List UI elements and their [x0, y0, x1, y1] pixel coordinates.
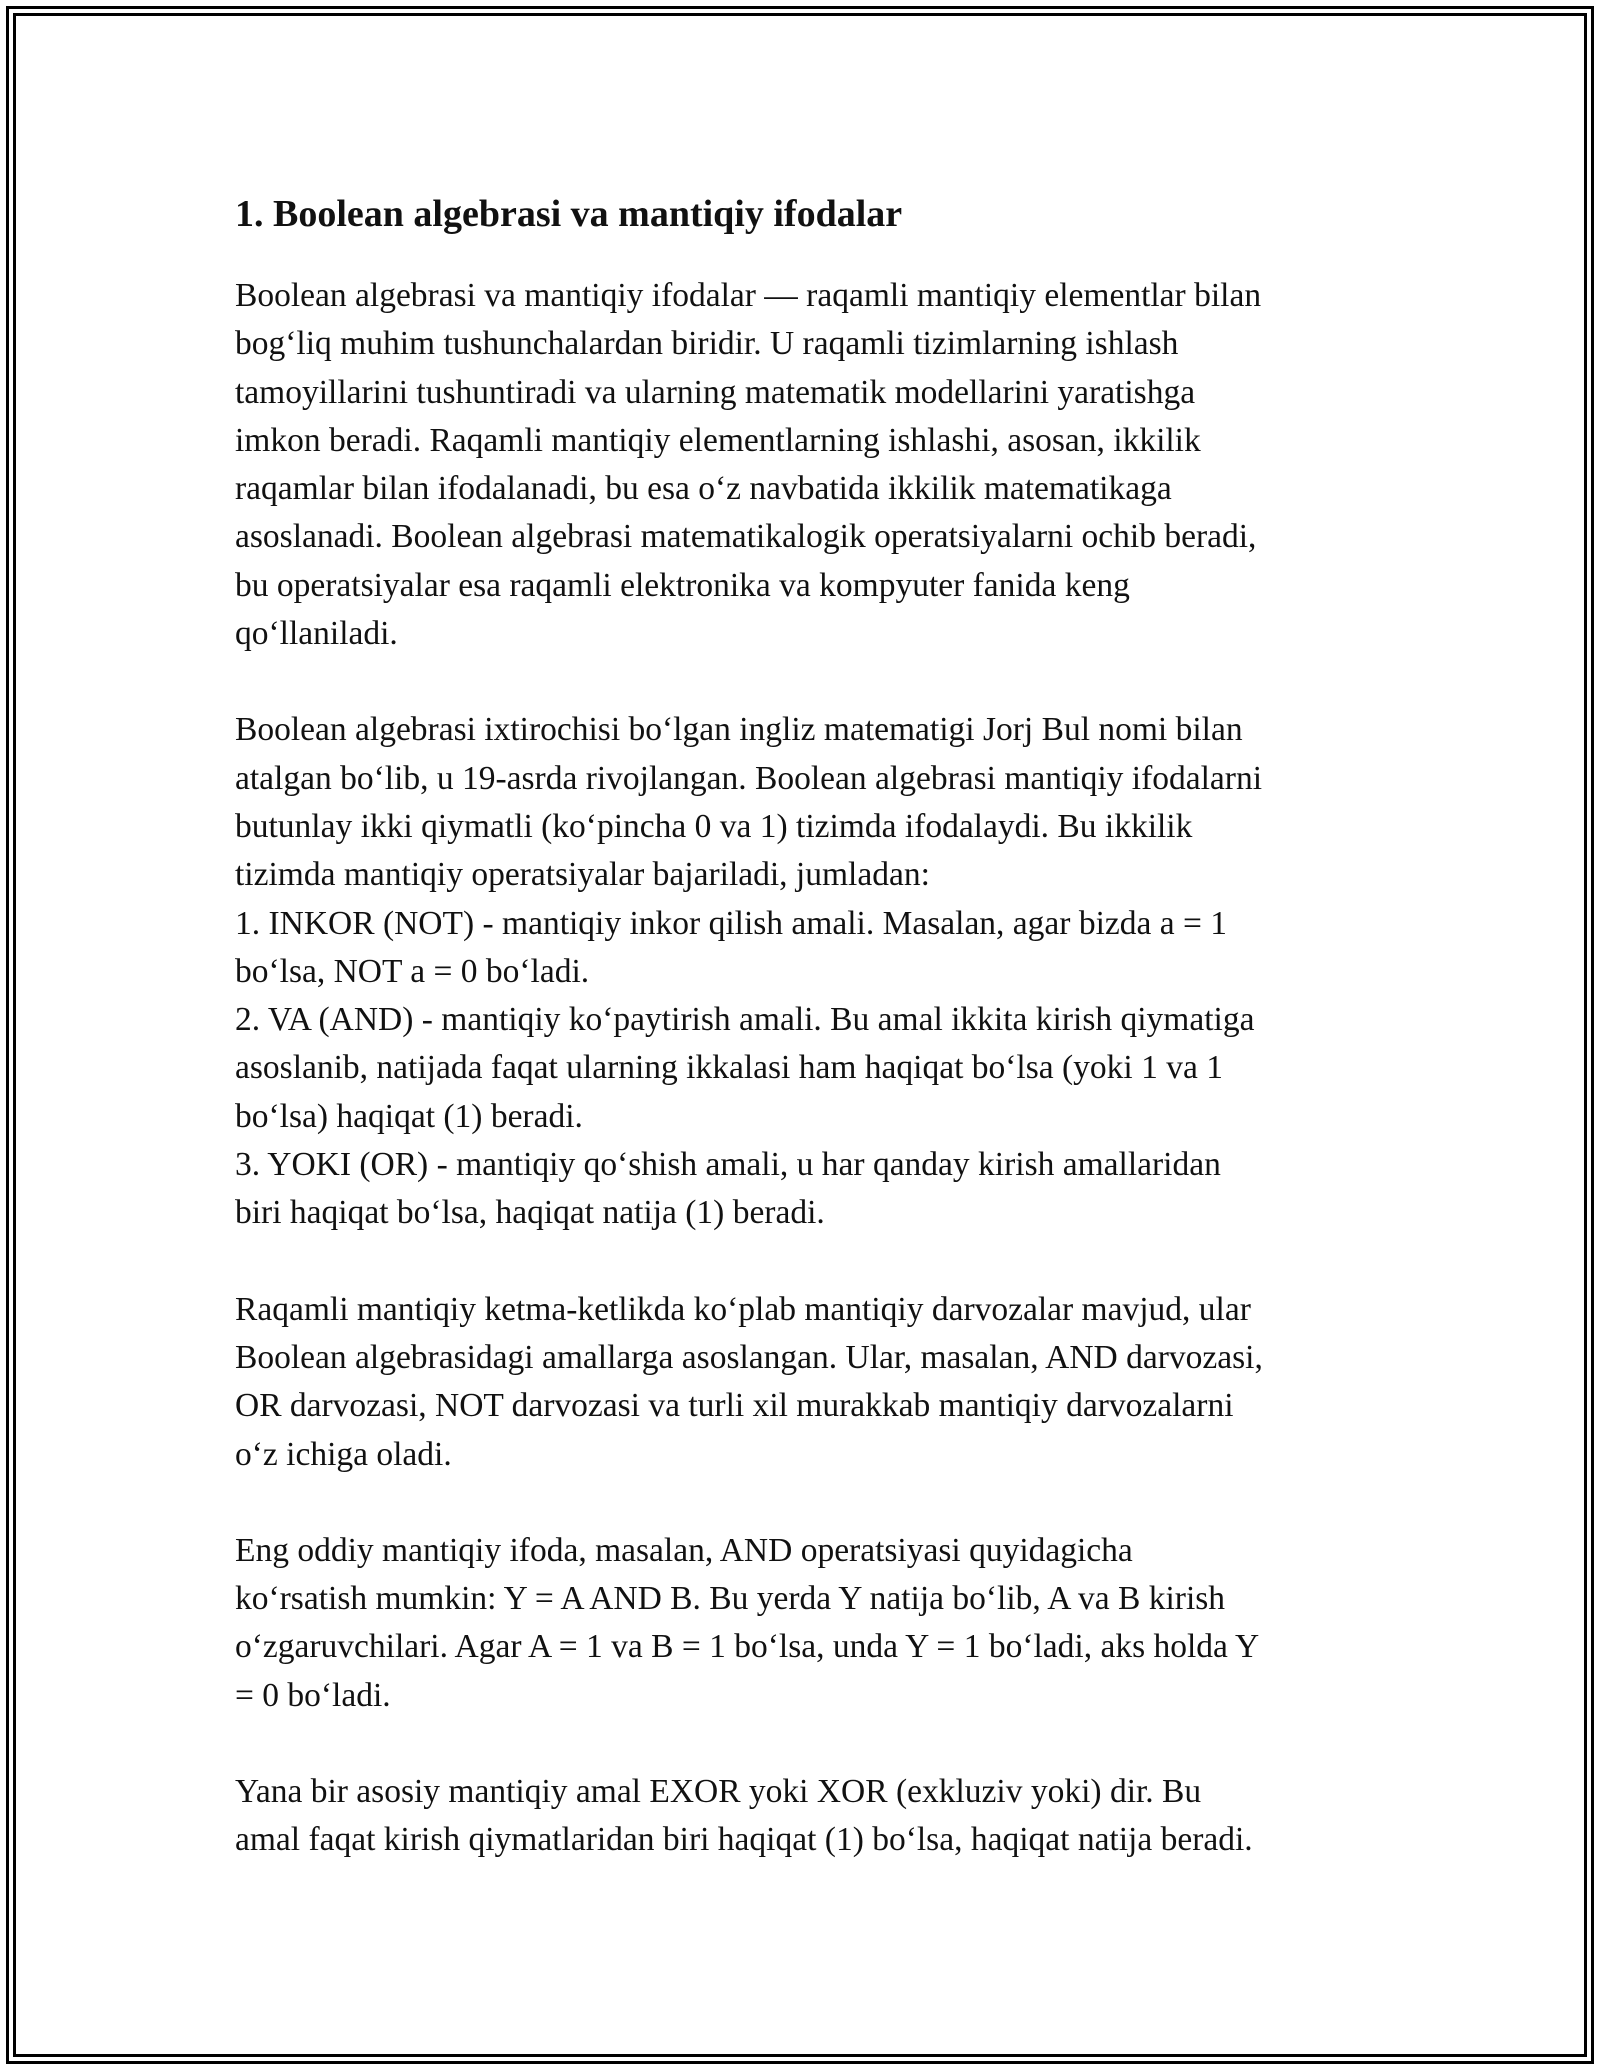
- text-line: o‘z ichiga oladi.: [235, 1435, 452, 1473]
- text-line: bog‘liq muhim tushunchalardan biridir. U raqamli tizimlarning ishlash: [235, 325, 1179, 363]
- text-line: Eng oddiy mantiqiy ifoda, masalan, AND operatsiyasi quyidagicha: [235, 1531, 1133, 1569]
- text-line: ko‘rsatish mumkin: Y = A AND B. Bu yerda Y natija bo‘lib, A va B kirish: [235, 1580, 1226, 1618]
- paragraph-and-example: [235, 1527, 1375, 1720]
- text-line: Boolean algebrasi ixtirochisi bo‘lgan ingliz matematigi Jorj Bul nomi bilan: [235, 711, 1243, 749]
- text-line: bo‘lsa) haqiqat (1) beradi.: [235, 1097, 583, 1135]
- text-line: amal faqat kirish qiymatlaridan biri haqiqat (1) bo‘lsa, haqiqat natija beradi.: [235, 1821, 1253, 1859]
- text-line: bu operatsiyalar esa raqamli elektronika va kompyuter fanida keng: [235, 566, 1130, 604]
- list-item-not: 1. INKOR (NOT) - mantiqiy inkor qilish amali. Masalan, agar bizda a = 1: [235, 904, 1228, 942]
- list-item-or: 3. YOKI (OR) - mantiqiy qo‘shish amali, u har qanday kirish amallaridan: [235, 1146, 1221, 1184]
- text-line: = 0 bo‘ladi.: [235, 1676, 391, 1714]
- text-line: biri haqiqat bo‘lsa, haqiqat natija (1) beradi.: [235, 1194, 825, 1232]
- text-line: raqamlar bilan ifodalanadi, bu esa o‘z navbatida ikkilik matematikaga: [235, 470, 1172, 508]
- text-line: bo‘lsa, NOT a = 0 bo‘ladi.: [235, 952, 590, 990]
- text-line: tamoyillarini tushuntiradi va ularning matematik modellarini yaratishga: [235, 373, 1196, 411]
- text-line: asoslanib, natijada faqat ularning ikkalasi ham haqiqat bo‘lsa (yoki 1 va 1: [235, 1049, 1223, 1087]
- paragraph-history-operations: [235, 706, 1375, 1237]
- text-line: tizimda mantiqiy operatsiyalar bajariladi, jumladan:: [235, 856, 930, 894]
- text-line: atalgan bo‘lib, u 19-asrda rivojlangan. Boolean algebrasi mantiqiy ifodalarni: [235, 759, 1263, 797]
- text-line: asoslanadi. Boolean algebrasi matematikalogik operatsiyalarni ochib beradi,: [235, 518, 1257, 556]
- text-line: OR darvozasi, NOT darvozasi va turli xil murakkab mantiqiy darvozalarni: [235, 1387, 1234, 1425]
- text-line: Boolean algebrasidagi amallarga asoslangan. Ular, masalan, AND darvozasi,: [235, 1338, 1263, 1376]
- text-line: imkon beradi. Raqamli mantiqiy elementlarning ishlashi, asosan, ikkilik: [235, 421, 1201, 459]
- text-line: o‘zgaruvchilari. Agar A = 1 va B = 1 bo‘lsa, unda Y = 1 bo‘ladi, aks holda Y: [235, 1628, 1260, 1666]
- paragraph-logic-gates: [235, 1286, 1375, 1479]
- paragraph-xor: [235, 1768, 1375, 1865]
- text-line: qo‘llaniladi.: [235, 615, 398, 653]
- list-item-and: 2. VA (AND) - mantiqiy ko‘paytirish amali. Bu amal ikkita kirish qiymatiga: [235, 1001, 1255, 1039]
- text-line: Raqamli mantiqiy ketma-ketlikda ko‘plab mantiqiy darvozalar mavjud, ular: [235, 1290, 1251, 1328]
- text-line: butunlay ikki qiymatli (ko‘pincha 0 va 1) tizimda ifodalaydi. Bu ikkilik: [235, 807, 1193, 845]
- text-line: Boolean algebrasi va mantiqiy ifodalar — raqamli mantiqiy elementlar bilan: [235, 277, 1262, 314]
- section-heading: 1. Boolean algebrasi va mantiqiy ifodalar: [235, 193, 903, 235]
- text-line: Yana bir asosiy mantiqiy amal EXOR yoki XOR (exkluziv yoki) dir. Bu: [235, 1773, 1202, 1811]
- paragraph-intro: [235, 272, 1375, 658]
- document-body: [235, 186, 1375, 1865]
